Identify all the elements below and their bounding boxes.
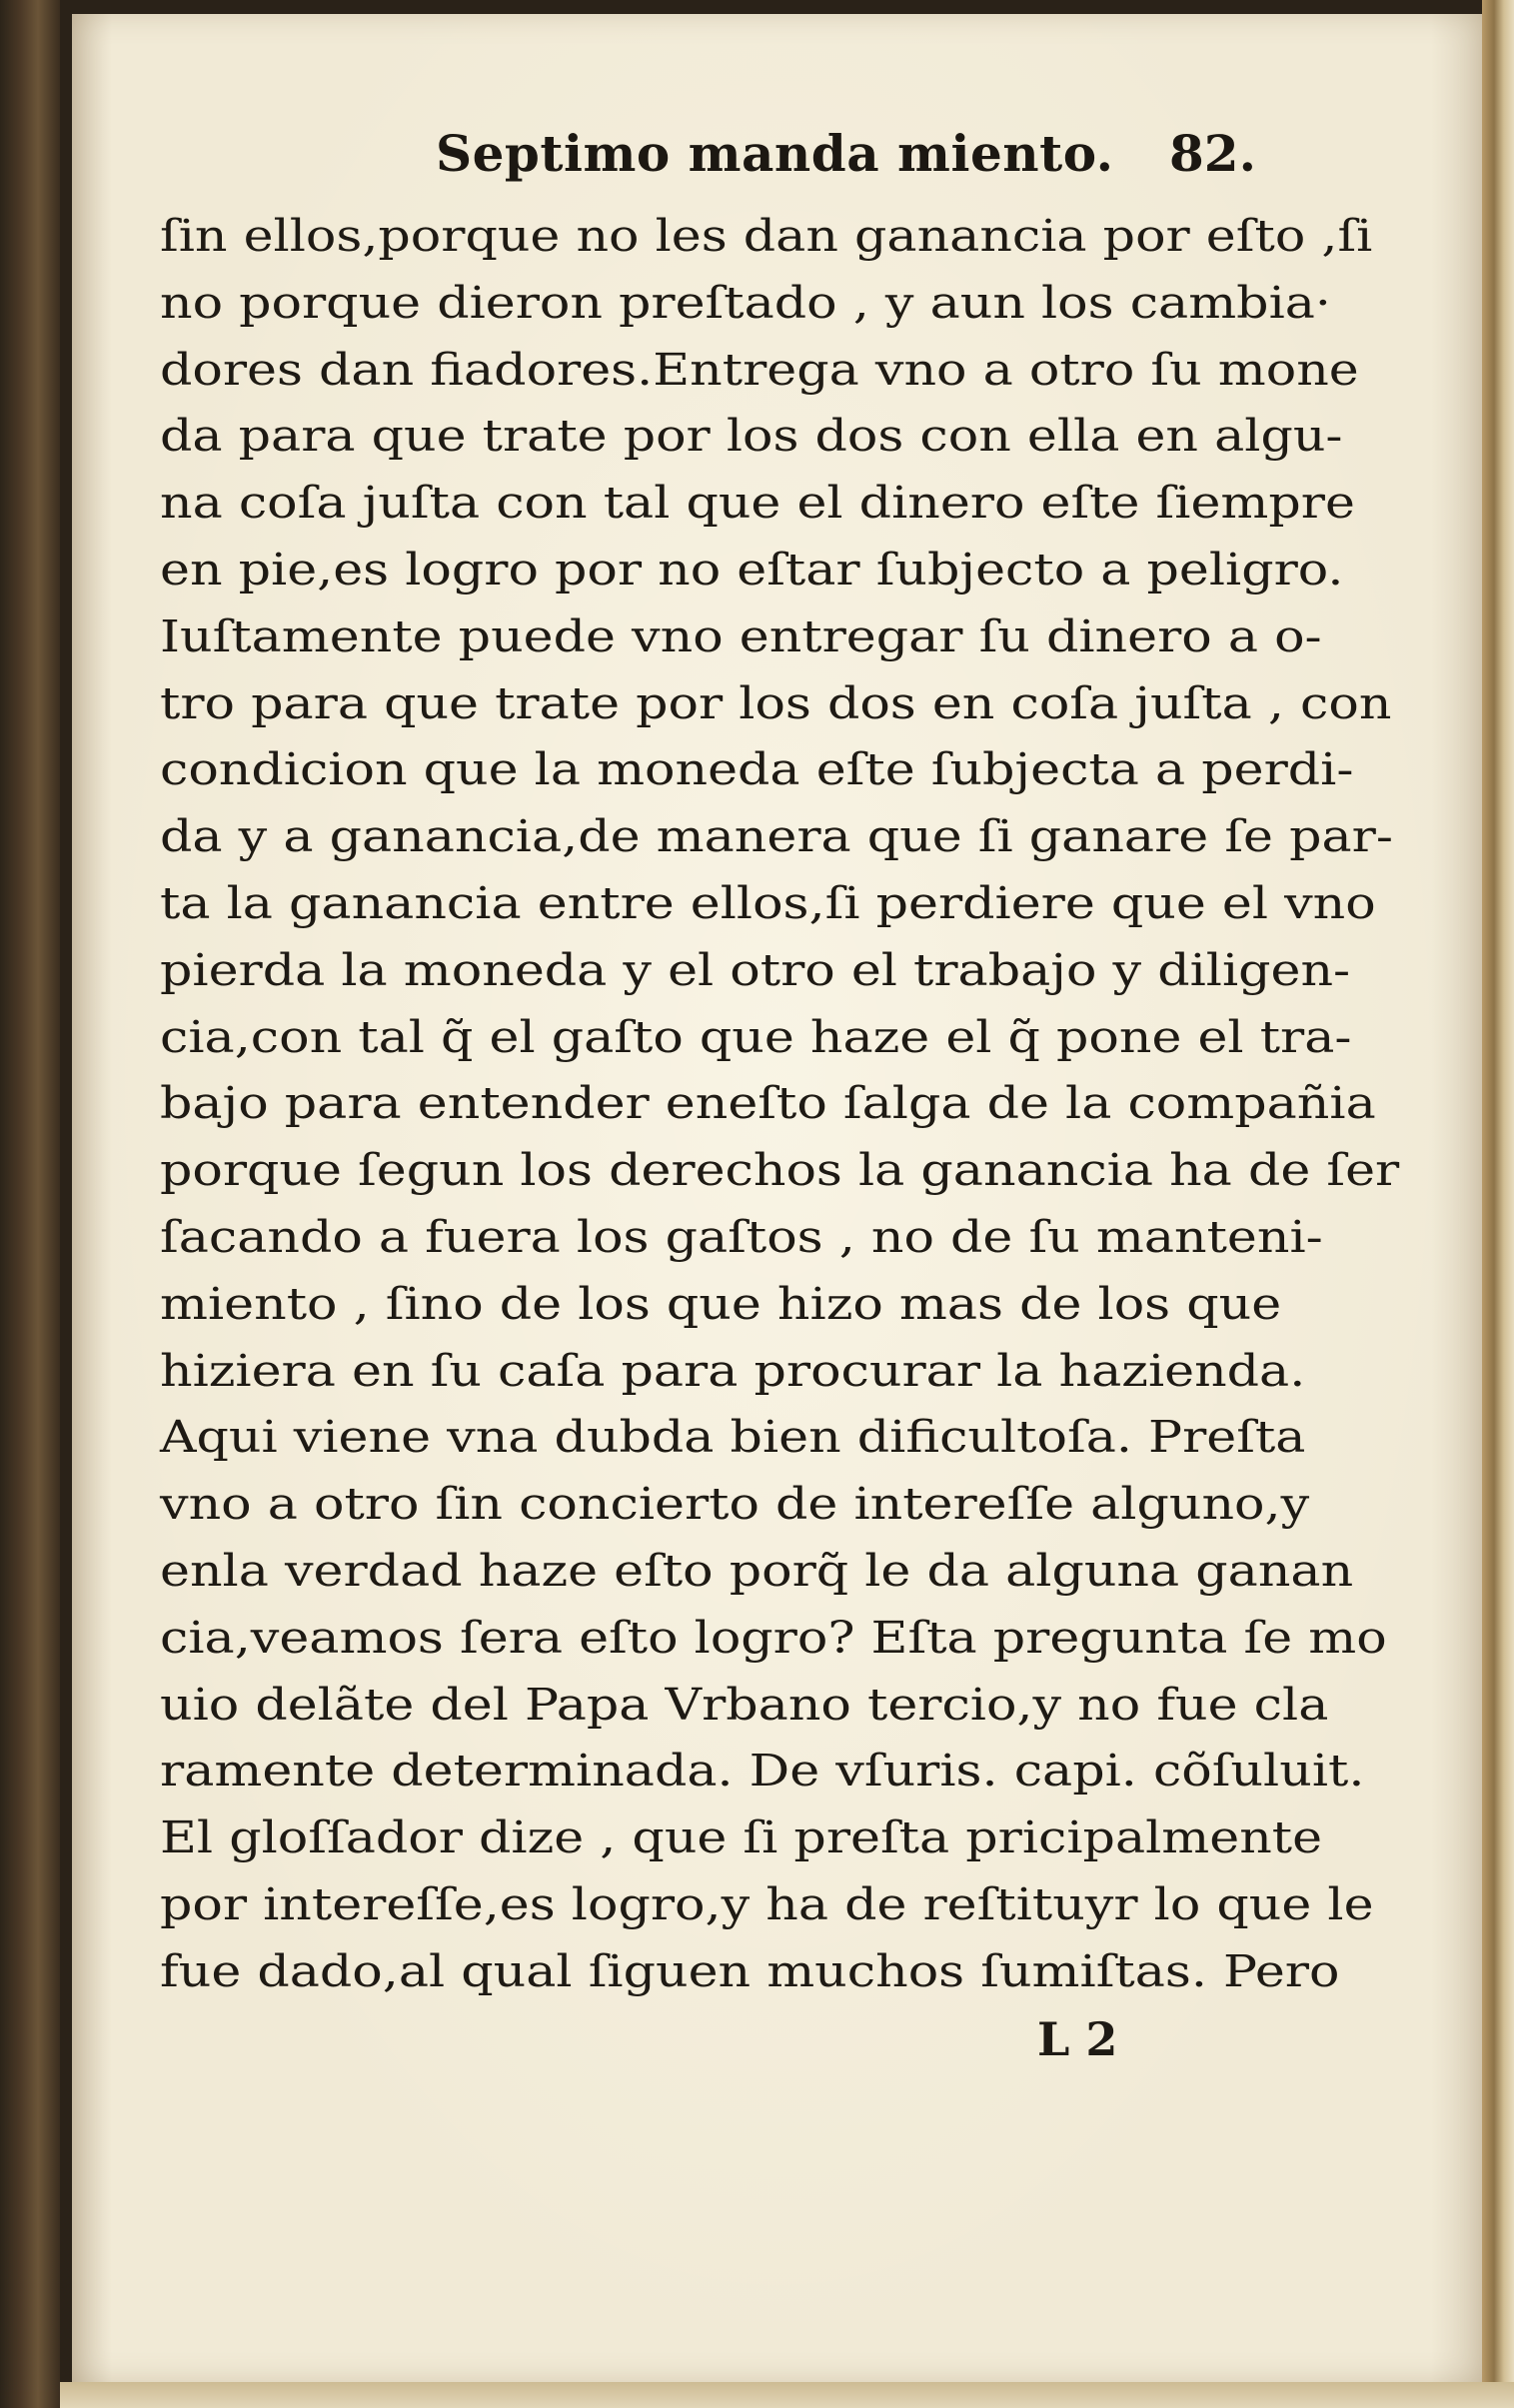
text-line: porque ſegun los derechos la ganancia ha de ſer [160, 1145, 1400, 1197]
text-line: pierda la moneda y el otro el trabajo y diligen- [160, 944, 1351, 996]
text-line: da y a ganancia,de manera que ſi ganare ſe par- [160, 811, 1393, 863]
page-number: 82. [1169, 124, 1256, 183]
text-line: Aqui viene vna dubda bien dificultoſa. Preſta [160, 1412, 1306, 1464]
text-line: en pie,es logro por no eſtar ſubjecto a peligro. [160, 544, 1344, 596]
text-line: bajo para entender eneſto ſalga de la compañia [160, 1078, 1376, 1130]
book-page [72, 14, 1483, 2382]
running-title: Septimo manda miento. [436, 124, 1114, 183]
text-line: por intereſſe,es logro,y ha de reſtituyr lo que le [160, 1878, 1374, 1930]
book-binding-edge [0, 0, 60, 2408]
body-text [160, 204, 1409, 2006]
text-line: miento , ſino de los que hizo mas de los que [160, 1278, 1282, 1330]
text-line: El gloſſador dize , que ſi preſta pricipalmente [160, 1812, 1323, 1864]
text-line: no porque dieron preſtado , y aun los cambia· [160, 277, 1332, 329]
page-header [72, 120, 1483, 190]
text-line: Iuſtamente puede vno entregar ſu dinero a o- [160, 610, 1322, 662]
text-line: da para que trate por los dos con ella en algu- [160, 411, 1343, 463]
text-line: cia,veamos ſera eſto logro? Eſta pregunta ſe mo [160, 1612, 1387, 1664]
text-line: ramente determinada. De vſuris. capi. cõſuluit. [160, 1746, 1365, 1798]
text-line: condicion que la moneda eſte ſubjecta a perdi- [160, 744, 1354, 796]
text-line: cia,con tal q̃ el gaſto que haze el q̃ pone el tra- [160, 1011, 1352, 1063]
text-line: dores dan fiadores.Entrega vno a otro ſu mone [160, 344, 1359, 396]
text-line: uio delãte del Papa Vrbano tercio,y no fue cla [160, 1679, 1329, 1731]
text-line: hiziera en ſu caſa para procurar la hazienda. [160, 1345, 1306, 1397]
page-bottom-edge [60, 2382, 1514, 2408]
text-line: ſin ellos,porque no les dan ganancia por eſto ,ſi [160, 211, 1373, 262]
text-line: ſacando a fuera los gaſtos , no de ſu manteni- [160, 1211, 1323, 1263]
text-line: enla verdad haze eſto porq̃ le da alguna ganan [160, 1545, 1354, 1597]
signature-mark: L 2 [1037, 2012, 1118, 2066]
text-line: na coſa juſta con tal que el dinero eſte ſiempre [160, 478, 1355, 530]
page-fore-edge [1482, 0, 1514, 2408]
text-line: vno a otro ſin concierto de intereſſe alguno,y [160, 1479, 1310, 1531]
text-line: tro para que trate por los dos en coſa juſta , con [160, 677, 1392, 729]
text-line: ta la ganancia entre ellos,ſi perdiere que el vno [160, 877, 1376, 929]
text-line: fue dado,al qual ſiguen muchos ſumiſtas. Pero [160, 1945, 1340, 1997]
